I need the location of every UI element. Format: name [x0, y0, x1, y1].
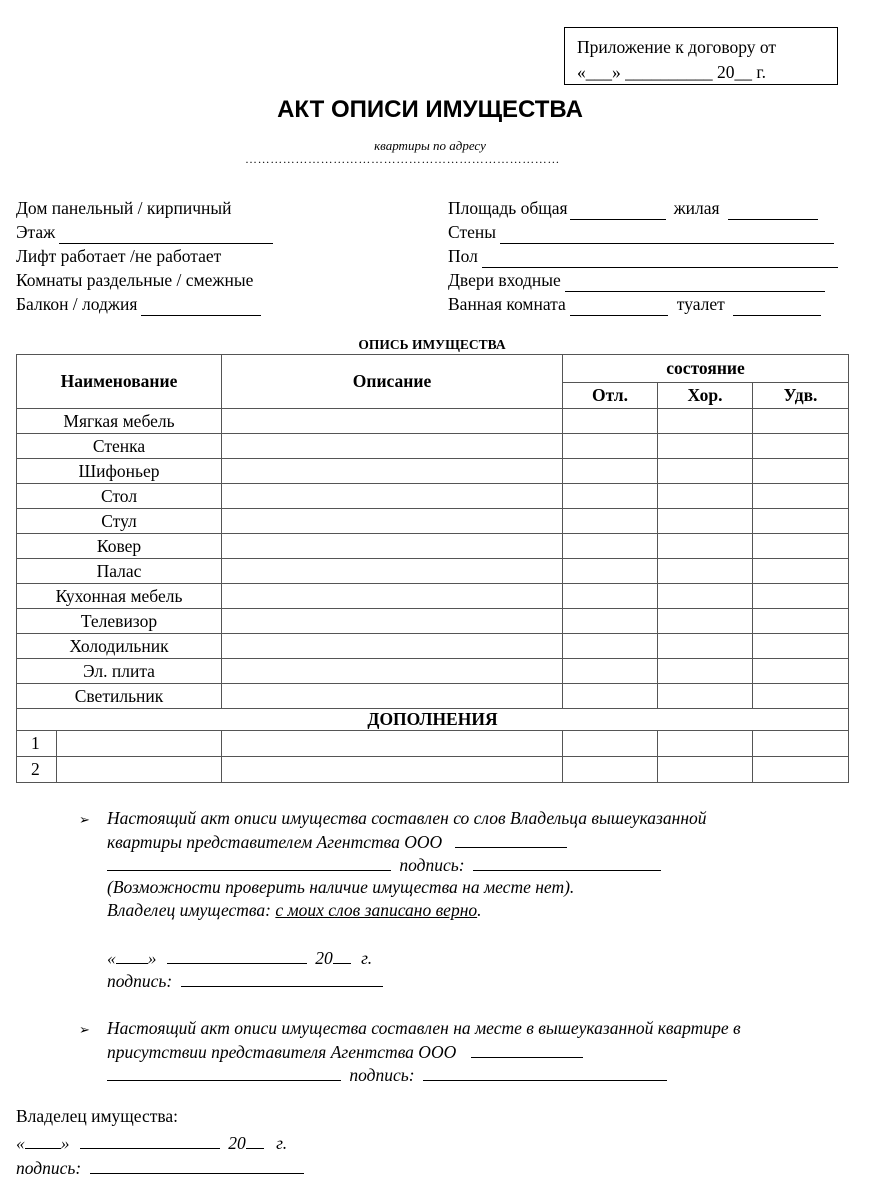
- field-bathroom-blank[interactable]: [570, 297, 668, 316]
- note1-owner-statement: с моих слов записано верно: [275, 900, 478, 920]
- arrow-bullet-icon: ➢: [79, 812, 90, 827]
- date-day-blank[interactable]: [116, 946, 148, 964]
- inventory-table: [16, 354, 849, 783]
- table-row: [17, 484, 849, 509]
- field-doors-label: Двери входные: [448, 270, 561, 290]
- additions-good-cell[interactable]: [658, 757, 753, 783]
- item-good-cell[interactable]: [658, 459, 753, 484]
- footer-signature-line: [16, 1156, 304, 1180]
- item-excellent-cell[interactable]: [563, 559, 658, 584]
- table-row: [17, 534, 849, 559]
- field-bathroom-label: Ванная комната: [448, 294, 566, 314]
- item-excellent-cell[interactable]: [563, 534, 658, 559]
- item-name: Шифоньер: [17, 459, 222, 484]
- additions-row-number: 1: [17, 731, 57, 757]
- additions-name-cell[interactable]: [57, 757, 222, 783]
- date-month-blank[interactable]: [167, 946, 307, 964]
- item-satisfactory-cell[interactable]: [753, 609, 849, 634]
- item-good-cell[interactable]: [658, 409, 753, 434]
- note1-line2: [107, 830, 567, 854]
- appendix-box: [564, 27, 838, 85]
- item-satisfactory-cell[interactable]: [753, 409, 849, 434]
- agency-name-blank-2[interactable]: [471, 1040, 583, 1058]
- table-row: [17, 584, 849, 609]
- note1-period: .: [477, 900, 482, 920]
- item-description-cell[interactable]: [222, 559, 563, 584]
- field-balcony-label: Балкон / лоджия: [16, 294, 138, 314]
- additions-description-cell[interactable]: [222, 757, 563, 783]
- date-year-suffix: г.: [361, 948, 373, 968]
- note1-signature-label: подпись:: [399, 855, 465, 875]
- table-row: [17, 409, 849, 434]
- field-area-living-blank[interactable]: [728, 201, 818, 220]
- field-balcony: [16, 292, 261, 316]
- field-lift-label: Лифт работает /не работает: [16, 246, 222, 266]
- additions-excellent-cell[interactable]: [563, 757, 658, 783]
- note1-agency-label: квартиры представителем Агентства ООО: [107, 832, 443, 852]
- field-floor-blank[interactable]: [59, 225, 273, 244]
- field-area-total-label: Площадь общая: [448, 198, 568, 218]
- item-description-cell[interactable]: [222, 584, 563, 609]
- field-walls-label: Стены: [448, 222, 496, 242]
- field-rooms: [16, 268, 253, 292]
- item-name: Светильник: [17, 684, 222, 709]
- item-excellent-cell[interactable]: [563, 459, 658, 484]
- owner-signature-blank[interactable]: [181, 969, 383, 987]
- item-name: Холодильник: [17, 634, 222, 659]
- item-excellent-cell[interactable]: [563, 434, 658, 459]
- field-doors: [448, 268, 825, 292]
- inventory-heading: ОПИСЬ ИМУЩЕСТВА: [358, 337, 506, 352]
- field-floor-cover-blank[interactable]: [482, 249, 838, 268]
- field-toilet-label: туалет: [676, 294, 725, 314]
- appendix-line-2: «___» __________ 20__ г.: [577, 62, 766, 82]
- item-description-cell[interactable]: [222, 659, 563, 684]
- item-name: Стол: [17, 484, 222, 509]
- item-name: Эл. плита: [17, 659, 222, 684]
- field-floor-label: Этаж: [16, 222, 56, 242]
- item-description-cell[interactable]: [222, 459, 563, 484]
- item-excellent-cell[interactable]: [563, 509, 658, 534]
- item-excellent-cell[interactable]: [563, 409, 658, 434]
- representative-name-blank[interactable]: [107, 853, 391, 871]
- field-toilet-blank[interactable]: [733, 297, 821, 316]
- representative-signature-blank-2[interactable]: [423, 1063, 667, 1081]
- field-area-total-blank[interactable]: [570, 201, 666, 220]
- item-satisfactory-cell[interactable]: [753, 684, 849, 709]
- item-description-cell[interactable]: [222, 609, 563, 634]
- column-header-description: Описание: [222, 355, 563, 409]
- item-good-cell[interactable]: [658, 609, 753, 634]
- date-close-quote: »: [147, 948, 157, 968]
- field-balcony-blank[interactable]: [141, 297, 261, 316]
- field-floor-cover-label: Пол: [448, 246, 478, 266]
- column-header-excellent: Отл.: [563, 383, 658, 409]
- field-house-type: [16, 196, 232, 220]
- item-description-cell[interactable]: [222, 634, 563, 659]
- date-year-blank[interactable]: [333, 946, 351, 964]
- note2-signature-label: подпись:: [349, 1065, 415, 1085]
- item-satisfactory-cell[interactable]: [753, 559, 849, 584]
- table-row: [17, 684, 849, 709]
- item-satisfactory-cell[interactable]: [753, 459, 849, 484]
- column-header-good: Хор.: [658, 383, 753, 409]
- item-name: Палас: [17, 559, 222, 584]
- additions-excellent-cell[interactable]: [563, 731, 658, 757]
- field-bathroom: [448, 292, 821, 316]
- note1-owner-prefix: Владелец имущества:: [107, 900, 271, 920]
- item-excellent-cell[interactable]: [563, 609, 658, 634]
- note1-line5: [107, 899, 482, 922]
- item-satisfactory-cell[interactable]: [753, 534, 849, 559]
- footer-year-suffix: г.: [276, 1133, 288, 1153]
- note1-signature2-label: подпись:: [107, 971, 173, 991]
- table-row: [17, 659, 849, 684]
- note1-line1: Настоящий акт описи имущества составлен со слов Владельца вышеуказанной: [107, 808, 707, 828]
- note1-line3: [107, 853, 661, 877]
- item-excellent-cell[interactable]: [563, 684, 658, 709]
- footer-date-open-quote: «: [16, 1133, 25, 1153]
- item-good-cell[interactable]: [658, 509, 753, 534]
- table-row: [17, 434, 849, 459]
- item-description-cell[interactable]: [222, 509, 563, 534]
- column-header-satisfactory: Удв.: [753, 383, 849, 409]
- footer-date-line: [16, 1131, 287, 1155]
- footer-date-close-quote: »: [60, 1133, 70, 1153]
- address-dotted-line: …………………………………………………………………: [245, 152, 560, 166]
- footer-date-day-blank[interactable]: [25, 1131, 61, 1149]
- item-description-cell[interactable]: [222, 434, 563, 459]
- field-floor: [16, 220, 273, 244]
- field-lift: [16, 244, 221, 268]
- item-good-cell[interactable]: [658, 534, 753, 559]
- date-year-label: 20: [315, 948, 333, 968]
- footer-signature-label: подпись:: [16, 1158, 82, 1178]
- table-row: [17, 634, 849, 659]
- footer-signature-blank[interactable]: [90, 1156, 304, 1174]
- additions-heading: ДОПОЛНЕНИЯ: [17, 709, 849, 731]
- note1-date-line: [107, 946, 372, 970]
- additions-satisfactory-cell[interactable]: [753, 757, 849, 783]
- item-excellent-cell[interactable]: [563, 484, 658, 509]
- item-description-cell[interactable]: [222, 684, 563, 709]
- representative-signature-blank[interactable]: [473, 853, 661, 871]
- footer-year-label: 20: [228, 1133, 246, 1153]
- item-good-cell[interactable]: [658, 434, 753, 459]
- field-area: [448, 196, 818, 220]
- field-doors-blank[interactable]: [565, 273, 825, 292]
- additions-row-number: 2: [17, 757, 57, 783]
- item-satisfactory-cell[interactable]: [753, 584, 849, 609]
- document-title: АКТ ОПИСИ ИМУЩЕСТВА: [277, 96, 583, 123]
- item-name: Телевизор: [17, 609, 222, 634]
- column-header-name: Наименование: [17, 355, 222, 409]
- item-excellent-cell[interactable]: [563, 584, 658, 609]
- note2-line1: Настоящий акт описи имущества составлен на месте в вышеуказанной квартире в: [107, 1018, 741, 1038]
- field-house-type-label: Дом панельный / кирпичный: [16, 198, 232, 218]
- item-good-cell[interactable]: [658, 659, 753, 684]
- item-description-cell[interactable]: [222, 484, 563, 509]
- table-row: [17, 509, 849, 534]
- item-good-cell[interactable]: [658, 559, 753, 584]
- item-good-cell[interactable]: [658, 584, 753, 609]
- item-description-cell[interactable]: [222, 534, 563, 559]
- appendix-line-1: Приложение к договору от: [577, 37, 777, 57]
- item-good-cell[interactable]: [658, 684, 753, 709]
- item-satisfactory-cell[interactable]: [753, 434, 849, 459]
- item-name: Мягкая мебель: [17, 409, 222, 434]
- note2-line3: [107, 1063, 667, 1087]
- footer-date-month-blank[interactable]: [80, 1131, 220, 1149]
- representative-name-blank-2[interactable]: [107, 1063, 341, 1081]
- note1-line4: (Возможности проверить наличие имущества на месте нет).: [107, 877, 575, 897]
- item-satisfactory-cell[interactable]: [753, 484, 849, 509]
- footer-owner-label: Владелец имущества:: [16, 1106, 179, 1126]
- item-name: Стул: [17, 509, 222, 534]
- date-open-quote: «: [107, 948, 116, 968]
- item-good-cell[interactable]: [658, 484, 753, 509]
- additions-description-cell[interactable]: [222, 731, 563, 757]
- item-satisfactory-cell[interactable]: [753, 509, 849, 534]
- additions-row: [17, 731, 849, 757]
- item-excellent-cell[interactable]: [563, 659, 658, 684]
- field-area-living-label: жилая: [673, 198, 720, 218]
- table-row: [17, 609, 849, 634]
- item-good-cell[interactable]: [658, 634, 753, 659]
- footer-year-blank[interactable]: [246, 1131, 264, 1149]
- additions-good-cell[interactable]: [658, 731, 753, 757]
- item-name: Кухонная мебель: [17, 584, 222, 609]
- note1-signature-line: [107, 969, 383, 993]
- additions-name-cell[interactable]: [57, 731, 222, 757]
- column-header-condition: состояние: [563, 355, 849, 383]
- field-walls-blank[interactable]: [500, 225, 834, 244]
- note2-line2: [107, 1040, 583, 1064]
- additions-satisfactory-cell[interactable]: [753, 731, 849, 757]
- note2-agency-label: присутствии представителя Агентства ООО: [107, 1042, 457, 1062]
- arrow-bullet-icon: ➢: [79, 1022, 90, 1037]
- field-walls: [448, 220, 834, 244]
- item-satisfactory-cell[interactable]: [753, 659, 849, 684]
- item-description-cell[interactable]: [222, 409, 563, 434]
- agency-name-blank[interactable]: [455, 830, 567, 848]
- field-floor-cover: [448, 244, 838, 268]
- table-row: [17, 559, 849, 584]
- item-satisfactory-cell[interactable]: [753, 634, 849, 659]
- field-rooms-label: Комнаты раздельные / смежные: [16, 270, 254, 290]
- item-excellent-cell[interactable]: [563, 634, 658, 659]
- item-name: Ковер: [17, 534, 222, 559]
- additions-heading-row: [17, 709, 849, 731]
- table-header-row: [17, 355, 849, 383]
- document-subtitle: квартиры по адресу: [374, 138, 486, 153]
- item-name: Стенка: [17, 434, 222, 459]
- table-row: [17, 459, 849, 484]
- additions-row: [17, 757, 849, 783]
